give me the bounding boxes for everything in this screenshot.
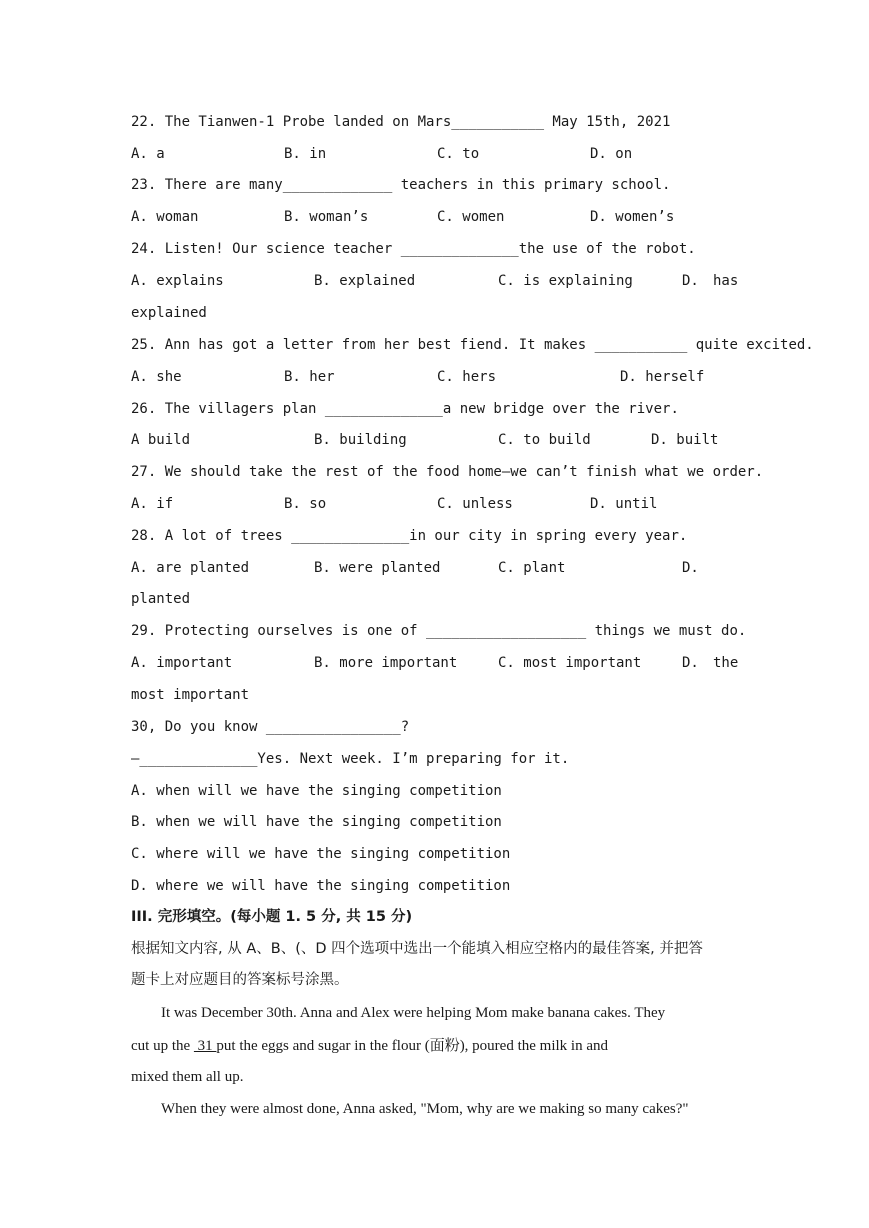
question-26-stem: 26. The villagers plan ______________a new bridge over the river. — [131, 401, 679, 417]
question-23-stem: 23. There are many_____________ teachers in this primary school. — [131, 177, 671, 193]
question-30-option-d[interactable]: D. where we will have the singing competition — [131, 878, 511, 894]
question-24-option-b[interactable]: B. explained — [314, 273, 416, 289]
question-30-option-c[interactable]: C. where will we have the singing competition — [131, 846, 511, 862]
question-26-option-a[interactable]: A build — [131, 432, 191, 448]
passage-line-2-end: put the eggs and sugar in the flour (面粉), poured the milk in and — [216, 1038, 608, 1054]
question-28-stem: 28. A lot of trees ______________in our city in spring every year. — [131, 528, 688, 544]
section-heading: III. 完形填空。(每小题 1. 5 分, 共 15 分) — [131, 909, 413, 925]
blank-31[interactable]: 31 — [193, 1038, 217, 1054]
question-22-option-c[interactable]: C. to — [437, 146, 480, 162]
question-30-stem: 30, Do you know ________________? — [131, 719, 410, 735]
question-24-stem: 24. Listen! Our science teacher ______________the use of the robot. — [131, 241, 696, 257]
question-28-option-d-wrap: planted — [131, 591, 191, 607]
question-22-option-d[interactable]: D. on — [590, 146, 633, 162]
question-24-option-d-wrap: explained — [131, 305, 207, 321]
question-24-option-d[interactable]: D. — [682, 273, 699, 289]
question-25-option-c[interactable]: C. hers — [437, 369, 497, 385]
question-25-option-d[interactable]: D. herself — [620, 369, 705, 385]
question-30-option-a[interactable]: A. when will we have the singing competition — [131, 783, 502, 799]
question-28-option-c[interactable]: C. plant — [498, 560, 566, 576]
question-26-option-c[interactable]: C. to build — [498, 432, 591, 448]
question-27-stem: 27. We should take the rest of the food home—we can’t finish what we order. — [131, 464, 764, 480]
passage-line-2-start: cut up the — [131, 1038, 194, 1054]
question-26-option-d[interactable]: D. built — [651, 432, 719, 448]
passage-line-2 — [131, 1037, 608, 1055]
question-28-option-b[interactable]: B. were planted — [314, 560, 441, 576]
question-22-stem: 22. The Tianwen-1 Probe landed on Mars___________ May 15th, 2021 — [131, 114, 671, 130]
question-29-option-d-text: the — [713, 655, 739, 671]
question-26-option-b[interactable]: B. building — [314, 432, 407, 448]
question-25-option-a[interactable]: A. she — [131, 369, 182, 385]
question-27-option-a[interactable]: A. if — [131, 496, 174, 512]
question-23-option-a[interactable]: A. woman — [131, 209, 199, 225]
question-29-option-a[interactable]: A. important — [131, 655, 233, 671]
question-24-option-d-text: has — [713, 273, 739, 289]
question-23-option-c[interactable]: C. women — [437, 209, 505, 225]
question-23-option-b[interactable]: B. woman’s — [284, 209, 369, 225]
question-29-option-c[interactable]: C. most important — [498, 655, 642, 671]
question-28-option-a[interactable]: A. are planted — [131, 560, 250, 576]
question-24-option-c[interactable]: C. is explaining — [498, 273, 633, 289]
question-29-stem: 29. Protecting ourselves is one of ___________________ things we must do. — [131, 623, 747, 639]
question-30-reply: —______________Yes. Next week. I’m preparing for it. — [131, 751, 570, 767]
question-29-option-d-wrap: most important — [131, 687, 250, 703]
section-instruction-line-1: 根据知文内容, 从 A、B、(、D 四个选项中选出一个能填入相应空格内的最佳答案, 并把答 — [131, 941, 703, 957]
question-25-stem: 25. Ann has got a letter from her best fiend. It makes ___________ quite excited. — [131, 337, 814, 353]
passage-line-4: When they were almost done, Anna asked, "Mom, why are we making so many cakes?" — [161, 1101, 689, 1117]
question-22-option-b[interactable]: B. in — [284, 146, 327, 162]
question-27-option-c[interactable]: C. unless — [437, 496, 513, 512]
question-27-option-d[interactable]: D. until — [590, 496, 658, 512]
question-24-option-a[interactable]: A. explains — [131, 273, 224, 289]
question-28-option-d[interactable]: D. — [682, 560, 699, 576]
question-25-option-b[interactable]: B. her — [284, 369, 335, 385]
question-30-option-b[interactable]: B. when we will have the singing competition — [131, 814, 502, 830]
question-22-option-a[interactable]: A. a — [131, 146, 165, 162]
question-23-option-d[interactable]: D. women’s — [590, 209, 675, 225]
section-instruction-line-2: 题卡上对应题目的答案标号涂黑。 — [131, 972, 349, 988]
question-29-option-b[interactable]: B. more important — [314, 655, 458, 671]
passage-line-3: mixed them all up. — [131, 1069, 244, 1085]
question-29-option-d[interactable]: D. — [682, 655, 699, 671]
question-27-option-b[interactable]: B. so — [284, 496, 327, 512]
passage-line-1: It was December 30th. Anna and Alex were helping Mom make banana cakes. They — [161, 1005, 666, 1021]
